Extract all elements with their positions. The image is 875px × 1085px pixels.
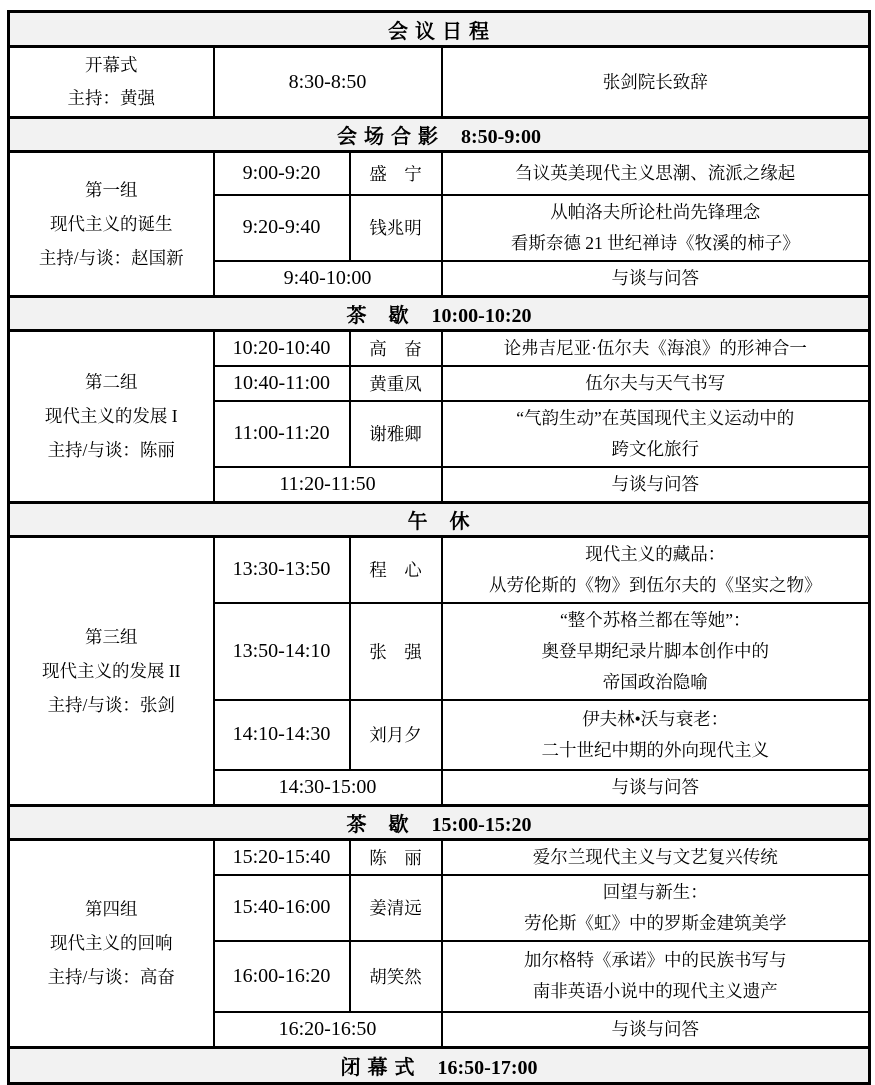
session-row (9, 536, 870, 603)
time-cell: 10:20-10:40 (214, 330, 350, 366)
talk-title-cell: 现代主义的藏品： 从劳伦斯的《物》到伍尔夫的《坚实之物》 (442, 536, 870, 603)
opening-row (9, 47, 870, 118)
speaker-cell: 胡笑然 (350, 941, 442, 1012)
speaker-cell: 钱兆明 (350, 195, 442, 261)
talk-title-cell: 伊夫林•沃与衰老： 二十世纪中期的外向现代主义 (442, 700, 870, 770)
separator-row-photo (9, 118, 870, 152)
time-cell: 15:20-15:40 (214, 839, 350, 875)
talk-title-cell: 从帕洛夫所论杜尚先锋理念 看斯奈德 21 世纪禅诗《牧溪的柿子》 (442, 195, 870, 261)
group4-name: 第四组 (85, 899, 138, 919)
group3-chair: 主持/与谈：张剑 (47, 694, 175, 715)
talk-title-cell: 加尔格特《承诺》中的民族书写与 南非英语小说中的现代主义遗产 (442, 941, 870, 1012)
separator-lunch-label: 午 休 (407, 510, 471, 533)
group3-theme: 现代主义的发展 II (41, 660, 181, 681)
group1-label-cell (9, 152, 214, 297)
opening-event-cell (442, 47, 870, 118)
talk-title-cell: 爱尔兰现代主义与文艺复兴传统 (442, 839, 870, 875)
group1-name: 第一组 (85, 179, 138, 200)
speaker-cell: 谢雅卿 (350, 401, 442, 467)
speaker-cell: 姜清远 (350, 875, 442, 941)
group4-theme: 现代主义的回响 (50, 933, 173, 953)
separator-tea2-time: 15:00-15:20 (431, 813, 532, 836)
time-cell: 13:30-13:50 (214, 536, 350, 603)
opening-label-cell (9, 47, 214, 118)
session-row (9, 152, 870, 195)
time-cell: 9:00-9:20 (214, 152, 350, 195)
qa-time-cell: 14:30-15:00 (214, 770, 442, 806)
separator-tea2-label: 茶 歇 (346, 813, 410, 836)
talk-title-cell: 刍议英美现代主义思潮、流派之缘起 (442, 152, 870, 195)
group3-label-cell (9, 536, 214, 805)
speaker-cell: 刘月夕 (350, 700, 442, 770)
talk-title-cell: 论弗吉尼亚·伍尔夫《海浪》的形神合一 (442, 330, 870, 366)
schedule-title-row (9, 12, 870, 47)
separator-photo-time: 8:50-9:00 (461, 126, 541, 148)
separator-row-closing (9, 1047, 870, 1083)
separator-row-tea2 (9, 805, 870, 839)
talk-title-cell: 伍尔夫与天气书写 (442, 366, 870, 401)
group2-name: 第二组 (85, 372, 138, 392)
talk-title-cell: 回望与新生： 劳伦斯《虹》中的罗斯金建筑美学 (442, 875, 870, 941)
session-row (9, 330, 870, 366)
qa-time-cell: 16:20-16:50 (214, 1012, 442, 1048)
talk-title-cell: “整个苏格兰都在等她”： 奥登早期纪录片脚本创作中的 帝国政治隐喻 (442, 603, 870, 700)
group2-chair: 主持/与谈：陈丽 (47, 440, 175, 460)
group2-label-cell (9, 330, 214, 502)
time-cell: 9:20-9:40 (214, 195, 350, 261)
speaker-cell: 盛 宁 (350, 152, 442, 195)
group4-chair: 主持/与谈：高奋 (47, 967, 175, 987)
group1-chair: 主持/与谈：赵国新 (38, 247, 184, 268)
group3-name: 第三组 (85, 626, 138, 647)
separator-closing-label: 闭 幕 式 (340, 1056, 416, 1079)
speaker-cell: 程 心 (350, 536, 442, 603)
qa-label-cell: 与谈与问答 (442, 467, 870, 503)
separator-row-tea1 (9, 296, 870, 330)
opening-label-line1: 开幕式 (85, 55, 138, 75)
speaker-cell: 张 强 (350, 603, 442, 700)
qa-label-cell: 与谈与问答 (442, 770, 870, 806)
group4-label-cell (9, 839, 214, 1047)
separator-row-lunch (9, 502, 870, 536)
group2-theme: 现代主义的发展 I (44, 406, 178, 426)
page-title: 会 议 日 程 (9, 12, 870, 47)
time-cell: 16:00-16:20 (214, 941, 350, 1012)
session-row (9, 839, 870, 875)
time-cell: 14:10-14:30 (214, 700, 350, 770)
separator-tea1-time: 10:00-10:20 (431, 304, 532, 327)
separator-photo-label: 会 场 合 影 (337, 126, 439, 148)
opening-time-cell: 8:30-8:50 (214, 47, 442, 118)
time-cell: 10:40-11:00 (214, 366, 350, 401)
separator-tea1-label: 茶 歇 (346, 304, 410, 327)
separator-closing-time: 16:50-17:00 (437, 1056, 538, 1079)
time-cell: 15:40-16:00 (214, 875, 350, 941)
opening-event-text: 张剑院长致辞 (602, 71, 708, 92)
time-cell: 11:00-11:20 (214, 401, 350, 467)
talk-title-cell: “气韵生动”在英国现代主义运动中的 跨文化旅行 (442, 401, 870, 467)
opening-label-line2: 主持：黄强 (67, 88, 155, 108)
qa-time-cell: 11:20-11:50 (214, 467, 442, 503)
qa-time-cell: 9:40-10:00 (214, 261, 442, 297)
speaker-cell: 陈 丽 (350, 839, 442, 875)
group1-theme: 现代主义的诞生 (50, 213, 173, 234)
speaker-cell: 黄重凤 (350, 366, 442, 401)
qa-label-cell: 与谈与问答 (442, 1012, 870, 1048)
qa-label-cell: 与谈与问答 (442, 261, 870, 297)
conference-schedule-table (7, 10, 871, 1085)
time-cell: 13:50-14:10 (214, 603, 350, 700)
speaker-cell: 高 奋 (350, 330, 442, 366)
